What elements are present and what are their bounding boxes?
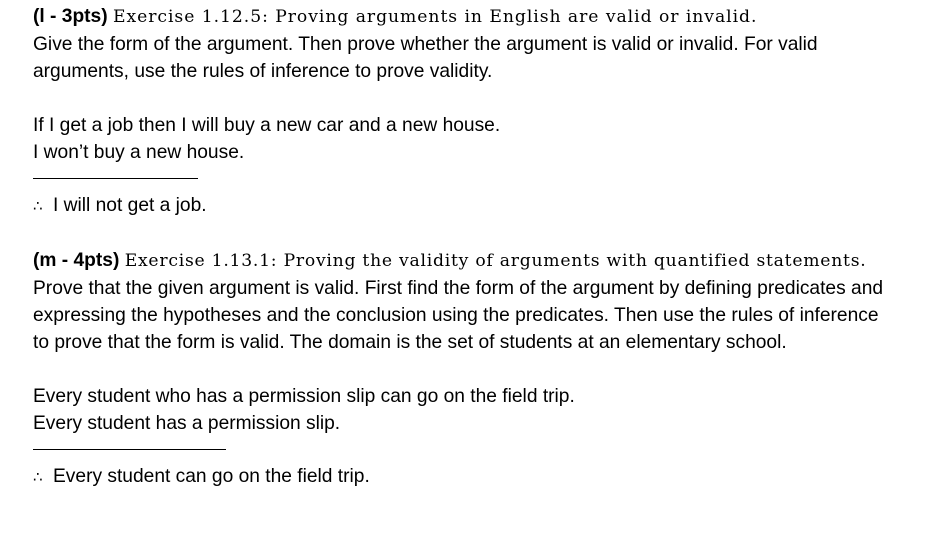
spacer xyxy=(33,85,893,112)
exercise-m-premise-1: Every student who has a permission slip can go on the field trip. xyxy=(33,386,575,407)
spacer xyxy=(33,356,893,383)
therefore-icon: ∴ xyxy=(33,468,43,486)
therefore-icon: ∴ xyxy=(33,197,43,215)
exercise-m-title: Exercise 1.13.1: Proving the validity of arguments with quantified statements. xyxy=(124,251,867,271)
exercise-l-premise-1: If I get a job then I will buy a new car and a new house. xyxy=(33,115,501,136)
exercise-m xyxy=(33,247,893,491)
exercise-l-title: Exercise 1.12.5: Proving arguments in English are valid or invalid. xyxy=(112,7,758,27)
argument-divider xyxy=(33,449,226,450)
exercise-m-conclusion-line xyxy=(33,463,893,491)
exercise-l xyxy=(33,3,893,220)
exercise-l-points: (l - 3pts) xyxy=(33,6,108,27)
exercise-l-premise-2: I won’t buy a new house. xyxy=(33,142,245,163)
exercise-m-conclusion: Every student can go on the field trip. xyxy=(53,466,370,487)
exercise-l-header xyxy=(33,3,893,31)
exercise-l-instructions: Give the form of the argument. Then prove whether the argument is valid or invalid. For valid arguments, use the rules of inference to prove validity. xyxy=(33,34,818,82)
argument-divider xyxy=(33,178,198,179)
exercise-l-conclusion-line xyxy=(33,192,893,220)
exercise-m-header xyxy=(33,247,893,275)
document-page xyxy=(33,3,893,491)
exercise-m-points: (m - 4pts) xyxy=(33,250,120,271)
exercise-m-instructions: Prove that the given argument is valid. First find the form of the argument by defining predicates and expressing the hypotheses and the conclusion using the predicates. Then use the rules of inference to prove that the form is valid. The domain is the set of students at an elementary school. xyxy=(33,278,884,353)
exercise-l-conclusion: I will not get a job. xyxy=(53,195,207,216)
spacer xyxy=(33,220,893,247)
exercise-m-premise-2: Every student has a permission slip. xyxy=(33,413,341,434)
